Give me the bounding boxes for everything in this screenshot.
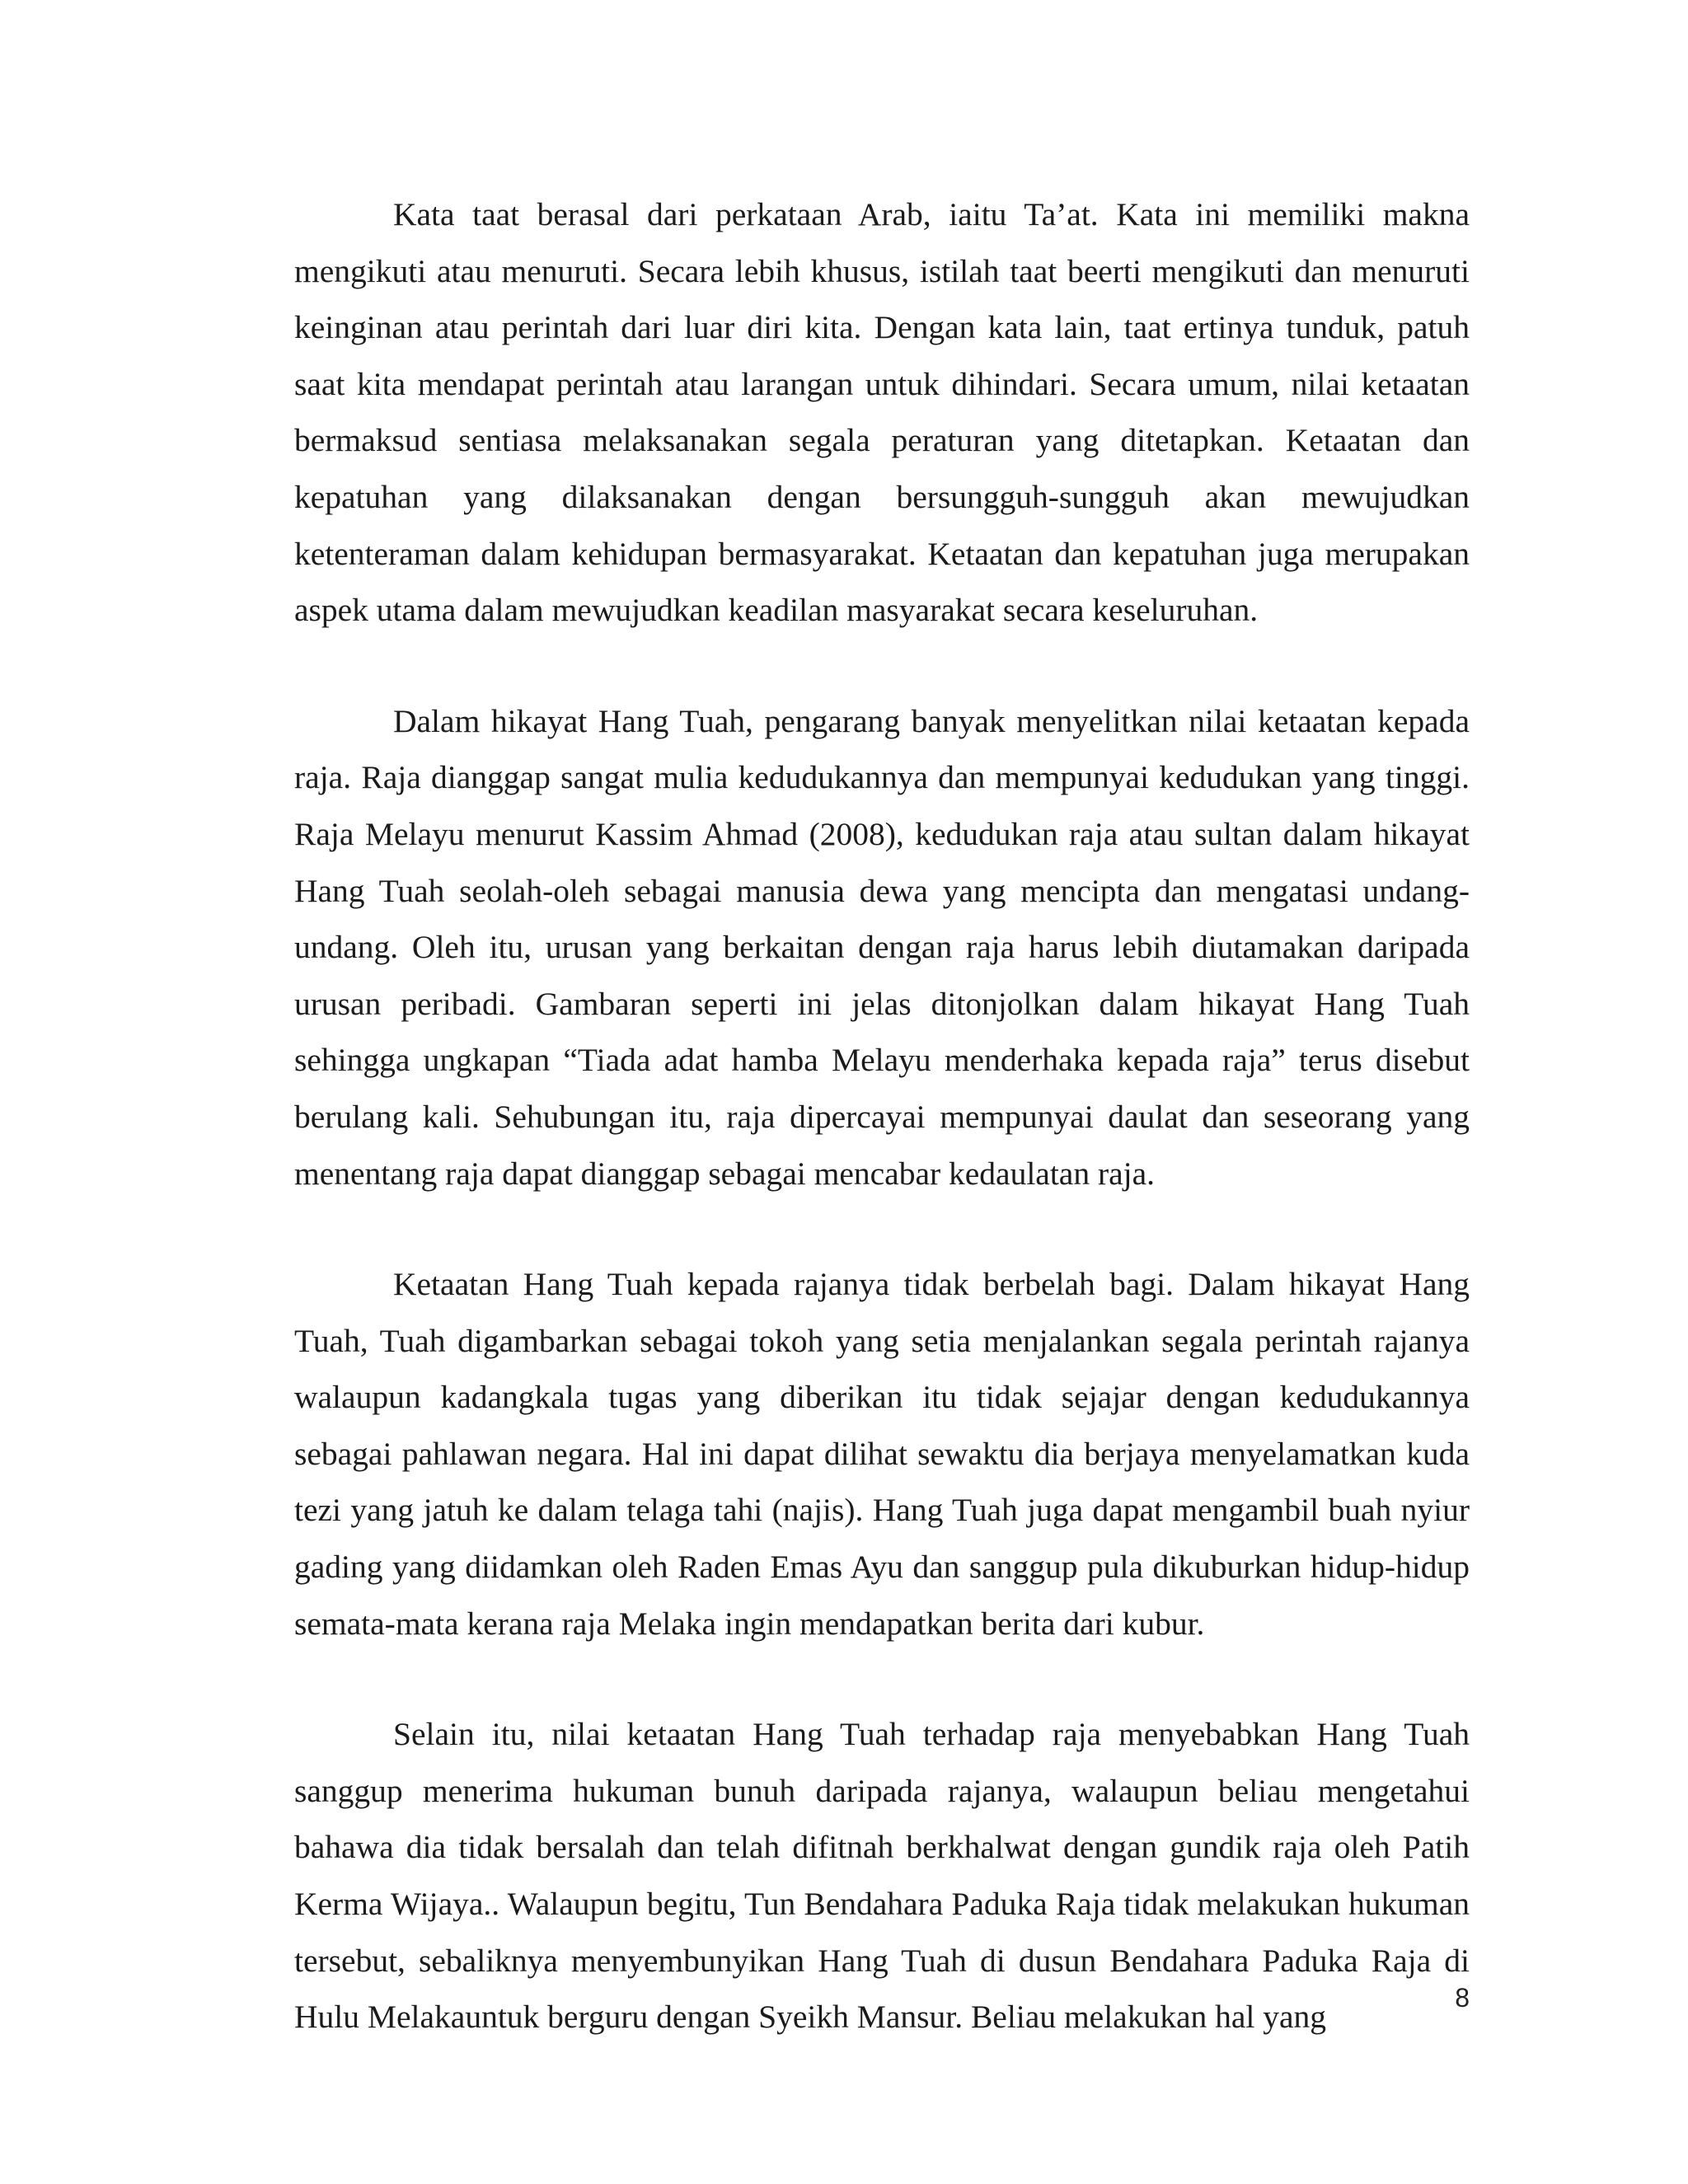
paragraph-2: Dalam hikayat Hang Tuah, pengarang banyak menyelitkan nilai ketaatan kepada raja. Raja dianggap sangat mulia kedudukannya dan mempunyai kedudukan yang tinggi. Raja Melayu menurut Kassim Ahmad (2008), kedudukan raja atau sultan dalam hikayat Hang Tuah seolah-oleh sebagai manusia dewa yang mencipta dan mengatasi undang-undang. Oleh itu, urusan yang berkaitan dengan raja harus lebih diutamakan daripada urusan peribadi. Gambaran seperti ini jelas ditonjolkan dalam hikayat Hang Tuah sehingga ungkapan “Tiada adat hamba Melayu menderhaka kepada raja” terus disebut berulang kali. Sehubungan itu, raja dipercayai mempunyai daulat dan seseorang yang menentang raja dapat dianggap sebagai mencabar kedaulatan raja. [294,702,1470,1192]
paragraph-1: Kata taat berasal dari perkataan Arab, iaitu Ta’at. Kata ini memiliki makna mengikuti atau menuruti. Secara lebih khusus, istilah taat beerti mengikuti dan menuruti keinginan atau perintah dari luar diri kita. Dengan kata lain, taat ertinya tunduk, patuh saat kita mendapat perintah atau larangan untuk dihindari. Secara umum, nilai ketaatan bermaksud sentiasa melaksanakan segala peraturan yang ditetapkan. Ketaatan dan kepatuhan yang dilaksanakan dengan bersungguh-sungguh akan mewujudkan ketenteraman dalam kehidupan bermasyarakat. Ketaatan dan kepatuhan juga merupakan aspek utama dalam mewujudkan keadilan masyarakat secara keseluruhan. [294,196,1470,629]
paragraph-4: Selain itu, nilai ketaatan Hang Tuah terhadap raja menyebabkan Hang Tuah sanggup menerima hukuman bunuh daripada rajanya, walaupun beliau mengetahui bahawa dia tidak bersalah dan telah difitnah berkhalwat dengan gundik raja oleh Patih Kerma Wijaya.. Walaupun begitu, Tun Bendahara Paduka Raja tidak melakukan hukuman tersebut, sebaliknya menyembunyikan Hang Tuah di dusun Bendahara Paduka Raja di Hulu Melakauntuk berguru dengan Syeikh Mansur. Beliau melakukan hal yang [294,1716,1470,2036]
paragraph-3: Ketaatan Hang Tuah kepada rajanya tidak berbelah bagi. Dalam hikayat Hang Tuah, Tuah digambarkan sebagai tokoh yang setia menjalankan segala perintah rajanya walaupun kadangkala tugas yang diberikan itu tidak sejajar dengan kedudukannya sebagai pahlawan negara. Hal ini dapat dilihat sewaktu dia berjaya menyelamatkan kuda tezi yang jatuh ke dalam telaga tahi (najis). Hang Tuah juga dapat mengambil buah nyiur gading yang diidamkan oleh Raden Emas Ayu dan sanggup pula dikuburkan hidup-hidup semata-mata kerana raja Melaka ingin mendapatkan berita dari kubur. [294,1266,1470,1642]
page-number: 8 [1455,1983,1470,2013]
body-text [294,186,1470,2100]
